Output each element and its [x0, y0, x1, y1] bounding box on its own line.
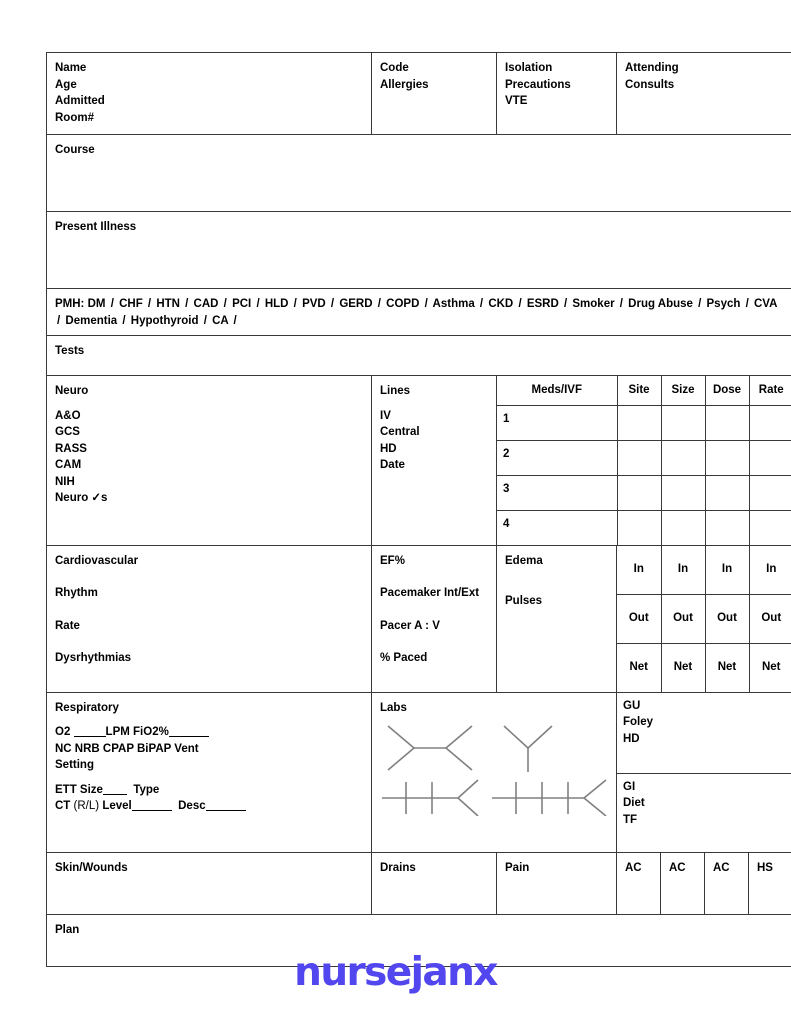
nursing-report-table [46, 52, 791, 967]
io-row-in [617, 546, 791, 595]
gi-item-diet: Diet [623, 797, 645, 809]
io-net-2[interactable]: Net [661, 643, 705, 692]
gu-row [617, 693, 791, 774]
pmh-separator: / [479, 298, 484, 310]
meds-col-dose: Dose [705, 376, 749, 405]
label-allergies: Allergies [380, 78, 429, 91]
section-title-gu: GU [623, 699, 641, 712]
code-allergies-cell [372, 53, 497, 135]
meds-row-4 [497, 510, 791, 545]
ct-side-label: (R/L) [73, 800, 100, 812]
respiratory-devices: NC NRB CPAP BiPAP Vent [55, 742, 199, 755]
pmh-row [47, 289, 791, 336]
neuro-item-nih: NIH [55, 475, 75, 488]
pmh-separator: / [377, 298, 381, 310]
tests-cell [47, 336, 791, 376]
meds-site-4[interactable] [617, 510, 661, 545]
cardiac-details-cell [372, 545, 497, 692]
pmh-separator: / [185, 298, 189, 310]
meds-rate-1[interactable] [749, 405, 791, 440]
label-admitted: Admitted [55, 95, 105, 107]
pmh-separator: / [424, 298, 428, 310]
pmh-item[interactable]: PCI [228, 298, 255, 310]
pmh-item[interactable]: CHF [115, 298, 146, 310]
label-age: Age [55, 78, 77, 91]
pmh-separator: / [256, 298, 260, 310]
o2-lpm-blank[interactable] [74, 736, 106, 737]
meds-ivf-table-cell [497, 376, 791, 546]
section-title-skin-wounds: Skin/Wounds [55, 861, 128, 874]
ct-desc-label: Desc [178, 800, 206, 812]
present-illness-cell [47, 212, 791, 289]
lines-cell [372, 376, 497, 546]
pmh-separator: / [518, 298, 522, 310]
meds-col-site: Site [617, 376, 661, 405]
neuro-item-ao: A&O [55, 409, 81, 422]
pmh-separator: / [203, 314, 207, 327]
glucose-ac-2[interactable]: AC [661, 852, 705, 914]
label-pulses: Pulses [505, 595, 543, 607]
meds-size-3[interactable] [661, 475, 705, 510]
gi-section [617, 773, 791, 852]
diff-fishbone-icon [504, 726, 552, 772]
header-row [47, 53, 791, 135]
pmh-item[interactable]: GERD [336, 298, 376, 310]
meds-dose-1[interactable] [705, 405, 749, 440]
pmh-separator: / [122, 314, 126, 327]
pmh-separator: / [563, 298, 568, 310]
section-title-cardiovascular: Cardiovascular [55, 554, 139, 567]
skin-drains-pain-row [47, 852, 791, 914]
intake-output-table [617, 546, 791, 692]
intake-output-cell [617, 545, 791, 692]
glucose-ac-1[interactable]: AC [617, 852, 661, 914]
patient-info-cell [47, 53, 372, 135]
pmh-item[interactable]: CKD [485, 298, 517, 310]
neuro-item-rass: RASS [55, 442, 87, 455]
nursejanx-logo: nursejanx [294, 950, 497, 995]
present-illness-row [47, 212, 791, 289]
io-in-2[interactable]: In [661, 546, 705, 595]
io-out-3[interactable]: Out [705, 594, 749, 643]
meds-rate-2[interactable] [749, 440, 791, 475]
cardiovascular-cell [47, 545, 372, 692]
io-in-3[interactable]: In [705, 546, 749, 595]
io-net-3[interactable]: Net [705, 643, 749, 692]
meds-row-number-4[interactable]: 4 [497, 510, 617, 545]
pmh-item[interactable]: ESRD [523, 298, 562, 310]
label-code: Code [380, 62, 409, 74]
pmh-item[interactable]: Psych [703, 298, 744, 310]
section-title-pain: Pain [505, 861, 530, 874]
pmh-separator: / [698, 298, 702, 310]
ett-size-blank[interactable] [103, 794, 127, 795]
section-title-lines: Lines [380, 385, 411, 397]
meds-rate-3[interactable] [749, 475, 791, 510]
section-title-present-illness: Present Illness [55, 221, 137, 233]
cbc-fishbone-icon [388, 726, 472, 770]
pmh-cell [47, 289, 791, 336]
lines-item-central: Central [380, 426, 420, 438]
neuro-item-checks: Neuro ✓s [55, 492, 108, 504]
cv-item-dysrhythmias: Dysrhythmias [55, 652, 132, 664]
lines-item-date: Date [380, 459, 405, 471]
isolation-cell [497, 53, 617, 135]
meds-size-1[interactable] [661, 405, 705, 440]
io-out-2[interactable]: Out [661, 594, 705, 643]
skin-wounds-cell [47, 852, 372, 914]
pmh-separator: / [619, 298, 623, 310]
glucose-hs[interactable]: HS [749, 852, 791, 914]
bmp-fishbone-icon [382, 780, 478, 816]
fio2-blank[interactable] [169, 736, 209, 737]
pain-cell [497, 852, 617, 914]
meds-dose-2[interactable] [705, 440, 749, 475]
label-name: Name [55, 62, 87, 74]
ett-label: ETT Size [55, 783, 103, 796]
io-row-net [617, 643, 791, 692]
pmh-item[interactable]: PVD [298, 298, 329, 310]
meds-col-meds: Meds/IVF [497, 376, 617, 405]
pmh-item[interactable]: DM [87, 298, 109, 310]
lines-item-hd: HD [380, 442, 397, 455]
meds-col-rate: Rate [749, 376, 791, 405]
meds-dose-4[interactable] [705, 510, 749, 545]
pmh-item[interactable]: Dementia [62, 314, 121, 327]
pmh-item[interactable]: HLD [261, 298, 292, 310]
brand-logo-area [0, 950, 791, 995]
respiratory-cell [47, 692, 372, 852]
meds-size-4[interactable] [661, 510, 705, 545]
meds-site-1[interactable] [617, 405, 661, 440]
o2-label: O2 [55, 726, 71, 738]
meds-ivf-table [497, 376, 791, 545]
respiratory-labs-row [47, 692, 791, 852]
pmh-separator: / [745, 298, 749, 310]
ett-type-label: Type [133, 783, 160, 796]
section-title-gi: GI [623, 780, 636, 793]
cmp-fishbone-icon [492, 780, 606, 816]
cv-item-pacer-av: Pacer A : V [380, 619, 440, 632]
section-title-course: Course [55, 144, 95, 156]
gu-gi-cell [617, 692, 791, 852]
label-room: Room# [55, 111, 94, 124]
course-row [47, 135, 791, 212]
pmh-item[interactable]: CVA [750, 298, 777, 310]
meds-col-size: Size [661, 376, 705, 405]
pmh-item[interactable]: CAD [190, 298, 222, 310]
pmh-item[interactable]: Hypothyroid [127, 314, 202, 327]
pmh-item[interactable]: Asthma [429, 298, 478, 310]
pmh-label: PMH: [55, 298, 85, 310]
edema-pulses-cell [497, 545, 617, 692]
cv-item-ef: EF% [380, 554, 405, 567]
respiratory-setting: Setting [55, 759, 94, 771]
cv-item-percent-paced: % Paced [380, 652, 428, 664]
lab-fishbone-diagrams [380, 720, 608, 816]
labs-cell [372, 692, 617, 852]
neuro-item-gcs: GCS [55, 426, 80, 438]
chest-tube-line [55, 798, 363, 815]
fio2-label: FiO2% [133, 726, 169, 738]
pmh-separator: / [147, 298, 152, 310]
lines-item-iv: IV [380, 409, 391, 422]
gu-item-hd: HD [623, 732, 640, 745]
io-row-out [617, 594, 791, 643]
neuro-cell [47, 376, 372, 546]
io-in-4[interactable]: In [749, 546, 791, 595]
pmh-separator: / [57, 314, 61, 327]
glucose-ac-3[interactable]: AC [705, 852, 749, 914]
pmh-item[interactable]: COPD [382, 298, 423, 310]
label-consults: Consults [625, 78, 675, 91]
gi-row [617, 773, 791, 852]
pmh-condition-list [55, 298, 777, 327]
meds-row-number-3[interactable]: 3 [497, 475, 617, 510]
o2-unit: LPM [105, 726, 130, 738]
pmh-item[interactable]: Drug Abuse [624, 298, 697, 310]
cv-item-pacemaker: Pacemaker Int/Ext [380, 587, 480, 599]
label-edema: Edema [505, 554, 543, 567]
pmh-separator: / [293, 298, 297, 310]
cv-item-rate: Rate [55, 619, 80, 632]
label-isolation: Isolation [505, 62, 553, 74]
io-out-1[interactable]: Out [617, 594, 661, 643]
cv-item-rhythm: Rhythm [55, 587, 98, 599]
meds-site-2[interactable] [617, 440, 661, 475]
gu-section [617, 693, 791, 774]
pmh-item[interactable]: CA [208, 314, 232, 327]
gu-gi-table [617, 693, 791, 852]
meds-rate-4[interactable] [749, 510, 791, 545]
ct-level-label: Level [102, 800, 132, 812]
label-precautions: Precautions [505, 78, 571, 91]
section-title-drains: Drains [380, 861, 416, 874]
gu-item-foley: Foley [623, 716, 654, 728]
io-out-4[interactable]: Out [749, 594, 791, 643]
io-net-4[interactable]: Net [749, 643, 791, 692]
meds-site-3[interactable] [617, 475, 661, 510]
drains-cell [372, 852, 497, 914]
pmh-separator: / [110, 298, 114, 310]
tests-row [47, 336, 791, 376]
io-net-1[interactable]: Net [617, 643, 661, 692]
section-title-tests: Tests [55, 345, 85, 357]
meds-header-row [497, 376, 791, 405]
meds-row-2 [497, 440, 791, 475]
ett-line [55, 782, 363, 799]
ct-desc-blank[interactable] [206, 810, 246, 811]
gi-item-tf: TF [623, 813, 638, 826]
section-title-neuro: Neuro [55, 385, 89, 397]
meds-dose-3[interactable] [705, 475, 749, 510]
pmh-separator: / [233, 314, 237, 327]
course-cell [47, 135, 791, 212]
cardiovascular-row [47, 545, 791, 692]
meds-size-2[interactable] [661, 440, 705, 475]
meds-row-number-2[interactable]: 2 [497, 440, 617, 475]
section-title-respiratory: Respiratory [55, 701, 119, 714]
ct-level-blank[interactable] [132, 810, 172, 811]
neuro-lines-meds-row [47, 376, 791, 546]
meds-row-number-1[interactable]: 1 [497, 405, 617, 440]
neuro-item-cam: CAM [55, 459, 82, 471]
section-title-plan: Plan [55, 923, 80, 936]
pmh-item[interactable]: HTN [153, 298, 184, 310]
pmh-separator: / [330, 298, 335, 310]
respiratory-o2-line [55, 724, 363, 741]
pmh-separator: / [223, 298, 227, 310]
attending-cell [617, 53, 791, 135]
fishbone-svg [380, 720, 616, 816]
label-vte: VTE [505, 95, 528, 107]
io-in-1[interactable]: In [617, 546, 661, 595]
pmh-item[interactable]: Smoker [569, 298, 618, 310]
meds-row-1 [497, 405, 791, 440]
section-title-labs: Labs [380, 701, 407, 714]
label-attending: Attending [625, 62, 679, 74]
ct-label: CT [55, 800, 71, 812]
meds-row-3 [497, 475, 791, 510]
